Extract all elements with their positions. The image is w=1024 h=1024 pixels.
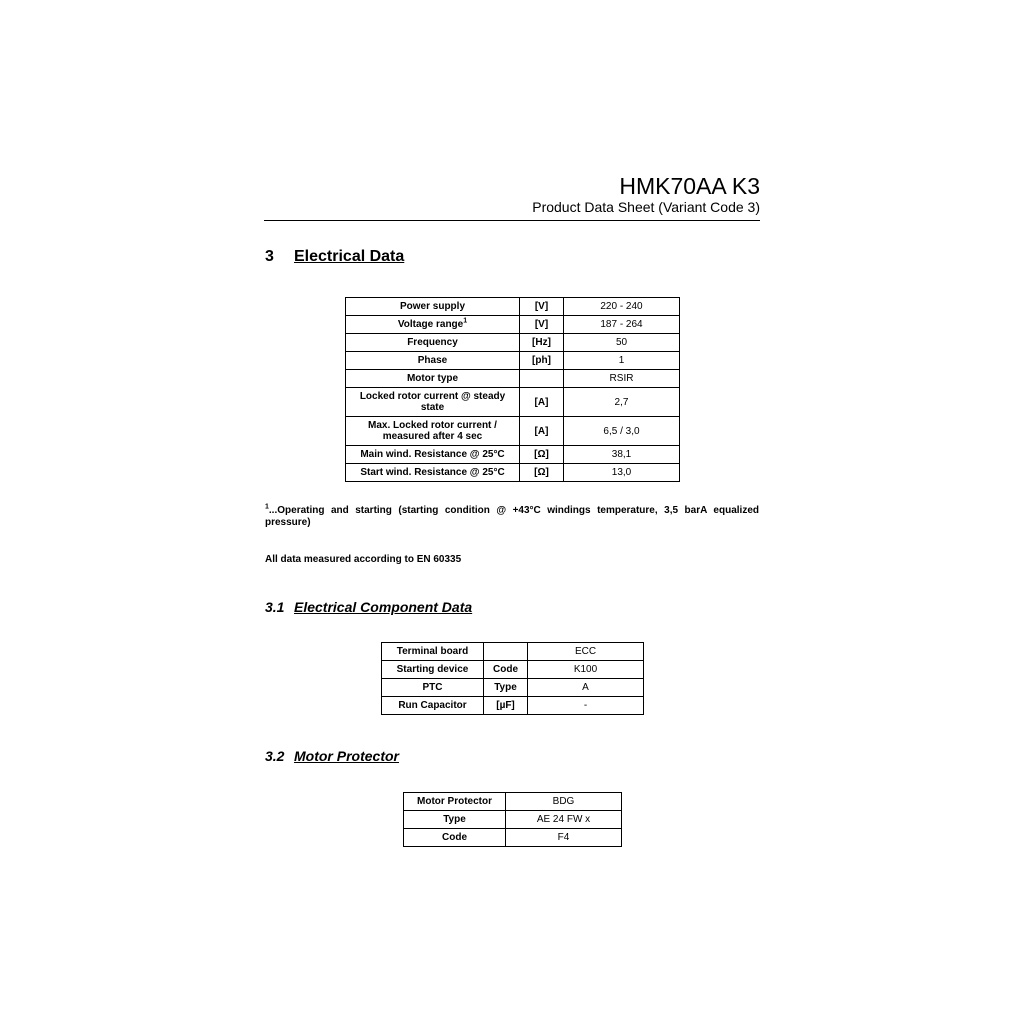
row-unit: [µF] bbox=[484, 697, 528, 715]
section-3-heading bbox=[265, 248, 404, 266]
row-label: Code bbox=[404, 829, 506, 847]
footnote bbox=[265, 505, 759, 529]
row-unit: [ph] bbox=[520, 352, 564, 370]
row-label bbox=[346, 388, 520, 417]
electrical-data-table bbox=[345, 297, 680, 482]
row-label: Motor type bbox=[346, 370, 520, 388]
row-value: RSIR bbox=[564, 370, 680, 388]
document-subtitle: Product Data Sheet (Variant Code 3) bbox=[532, 199, 760, 215]
table-row bbox=[346, 352, 680, 370]
row-label: Start wind. Resistance @ 25°C bbox=[346, 464, 520, 482]
section-3-number: 3 bbox=[265, 248, 274, 265]
row-value: 6,5 / 3,0 bbox=[564, 417, 680, 446]
row-label-line: Locked rotor current @ steady bbox=[359, 391, 506, 402]
row-value: 50 bbox=[564, 334, 680, 352]
row-value: 13,0 bbox=[564, 464, 680, 482]
row-label: Power supply bbox=[346, 298, 520, 316]
row-label: Main wind. Resistance @ 25°C bbox=[346, 446, 520, 464]
table-row bbox=[404, 793, 622, 811]
row-unit bbox=[484, 643, 528, 661]
table-row bbox=[404, 829, 622, 847]
header-divider bbox=[264, 220, 760, 221]
row-label-line: Max. Locked rotor current / bbox=[368, 420, 497, 431]
footnote-marker: 1 bbox=[265, 503, 269, 511]
row-value: 38,1 bbox=[564, 446, 680, 464]
row-label: Starting device bbox=[382, 661, 484, 679]
row-value: 220 - 240 bbox=[564, 298, 680, 316]
row-label: Type bbox=[404, 811, 506, 829]
row-label bbox=[346, 316, 520, 334]
row-unit: [A] bbox=[520, 388, 564, 417]
row-label: PTC bbox=[382, 679, 484, 697]
row-label-line: measured after 4 sec bbox=[382, 431, 483, 442]
row-value: AE 24 FW x bbox=[506, 811, 622, 829]
row-label: Motor Protector bbox=[404, 793, 506, 811]
row-unit bbox=[520, 370, 564, 388]
table-row bbox=[346, 316, 680, 334]
section-3-2-number: 3.2 bbox=[265, 748, 285, 764]
motor-protector-table bbox=[403, 792, 622, 847]
footnote-ref: 1 bbox=[463, 317, 468, 325]
table-row bbox=[382, 661, 644, 679]
row-unit: Type bbox=[484, 679, 528, 697]
row-value: 187 - 264 bbox=[564, 316, 680, 334]
row-unit: [Ω] bbox=[520, 446, 564, 464]
table-row bbox=[346, 388, 680, 417]
row-unit: [V] bbox=[520, 298, 564, 316]
section-3-1-title: Electrical Component Data bbox=[294, 599, 473, 615]
row-value: K100 bbox=[528, 661, 644, 679]
section-3-2-heading bbox=[265, 748, 399, 764]
section-3-title: Electrical Data bbox=[294, 248, 405, 265]
section-3-2-title: Motor Protector bbox=[294, 748, 399, 764]
row-label-line: state bbox=[420, 402, 445, 413]
table-row bbox=[346, 370, 680, 388]
table-row bbox=[382, 679, 644, 697]
row-unit: [V] bbox=[520, 316, 564, 334]
row-value: F4 bbox=[506, 829, 622, 847]
table-row bbox=[346, 417, 680, 446]
table-row bbox=[382, 643, 644, 661]
row-unit: [Hz] bbox=[520, 334, 564, 352]
row-unit: Code bbox=[484, 661, 528, 679]
table-row bbox=[404, 811, 622, 829]
row-value: 2,7 bbox=[564, 388, 680, 417]
row-value: 1 bbox=[564, 352, 680, 370]
row-unit: [Ω] bbox=[520, 464, 564, 482]
table-row bbox=[346, 464, 680, 482]
measurement-standard-note: All data measured according to EN 60335 bbox=[265, 554, 462, 565]
row-value: A bbox=[528, 679, 644, 697]
table-row bbox=[346, 446, 680, 464]
table-row bbox=[382, 697, 644, 715]
row-value: ECC bbox=[528, 643, 644, 661]
row-label bbox=[346, 417, 520, 446]
row-label: Phase bbox=[346, 352, 520, 370]
row-value: BDG bbox=[506, 793, 622, 811]
table-row bbox=[346, 334, 680, 352]
document-title: HMK70AA K3 bbox=[619, 173, 760, 199]
electrical-component-table bbox=[381, 642, 644, 715]
row-unit: [A] bbox=[520, 417, 564, 446]
row-value: - bbox=[528, 697, 644, 715]
section-3-1-number: 3.1 bbox=[265, 599, 285, 615]
footnote-text: ...Operating and starting (starting condition @ +43°C windings temperature, 3,5 barA equalized pressure) bbox=[265, 505, 759, 528]
row-label: Terminal board bbox=[382, 643, 484, 661]
section-3-1-heading bbox=[265, 599, 472, 615]
row-label: Frequency bbox=[346, 334, 520, 352]
voltage-range-label: Voltage range bbox=[397, 319, 464, 330]
table-row bbox=[346, 298, 680, 316]
row-label: Run Capacitor bbox=[382, 697, 484, 715]
